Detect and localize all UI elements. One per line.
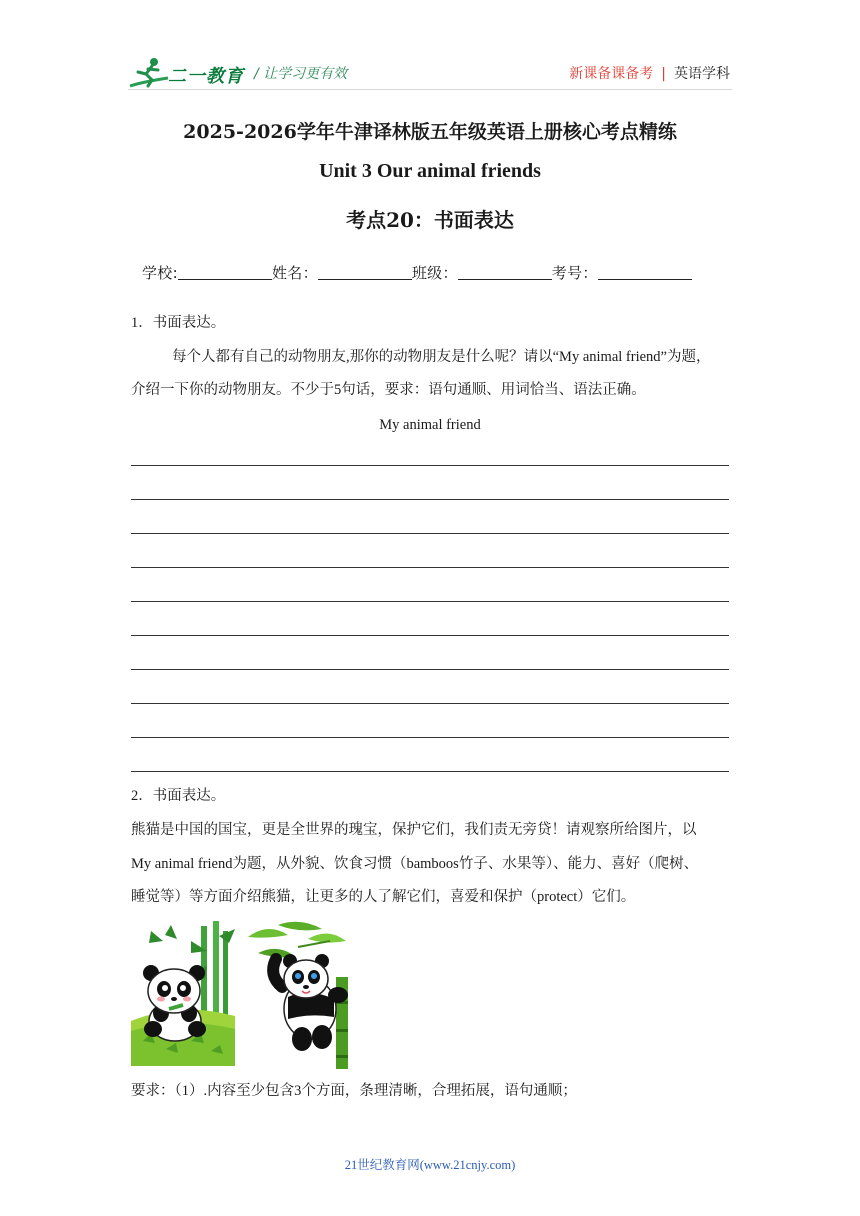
question-1-body-line-1: 每个人都有自己的动物朋友,那你的动物朋友是什么呢？请以“My animal friend”为题， [172,349,711,365]
unit-title: Unit 3 Our animal friends [319,160,541,182]
answer-line[interactable] [131,465,729,466]
school-field[interactable] [178,265,272,280]
essay-title: My animal friend [379,417,481,433]
panda-climbing-bamboo-image [238,917,362,1069]
class-label: 班级： [411,264,458,282]
question-2-title: 2．书面表达。 [131,788,226,804]
header-subject: 英语学科 [674,66,730,82]
answer-line[interactable] [131,669,729,670]
exam-number-field[interactable] [598,265,692,280]
school-label: 学校: [142,264,178,282]
question-1-title: 1．书面表达。 [131,315,226,331]
slogan: / 让学习更有效 [254,66,348,82]
answer-line[interactable] [131,703,729,704]
topic-title: 考点20：书面表达 [346,208,514,232]
header-divider [128,89,732,90]
name-label: 姓名： [271,264,318,282]
question-1-body-line-2: 介绍一下你的动物朋友。不少于5句话，要求：语句通顺、用词恰当、语法正确。 [131,382,646,398]
class-field[interactable] [458,265,552,280]
answer-line[interactable] [131,601,729,602]
header-separator: | [661,66,666,82]
exam-number-label: 考号： [551,264,598,282]
answer-line[interactable] [131,567,729,568]
question-2-body-line-2: My animal friend为题，从外貌、饮食习惯（bamboos竹子、水果等）、能力、喜好（爬树、 [131,856,699,872]
answer-line[interactable] [131,771,729,772]
header-label: 新课备课备考 [569,66,654,82]
header-right [569,63,730,83]
runner-logo-icon [128,56,172,90]
question-2-body-line-3: 睡觉等）等方面介绍熊猫，让更多的人了解它们，喜爱和保护（protect）它们。 [131,889,636,905]
answer-line[interactable] [131,737,729,738]
question-2-body-line-1: 熊猫是中国的国宝，更是全世界的瑰宝，保护它们，我们责无旁贷！请观察所给图片，以 [131,822,697,838]
student-info-line [142,262,692,283]
answer-line[interactable] [131,499,729,500]
page-title: 2025-2026学年牛津译林版五年级英语上册核心考点精练 [183,121,677,143]
panda-eating-bamboo-image [131,921,235,1066]
footer-text[interactable]: 21世纪教育网(www.21cnjy.com) [344,1158,516,1172]
answer-line[interactable] [131,533,729,534]
name-field[interactable] [318,265,412,280]
answer-line[interactable] [131,635,729,636]
requirement-text: 要求：（1）.内容至少包含3个方面，条理清晰，合理拓展，语句通顺； [131,1083,577,1099]
logo-text: 二一教育 [168,66,244,87]
